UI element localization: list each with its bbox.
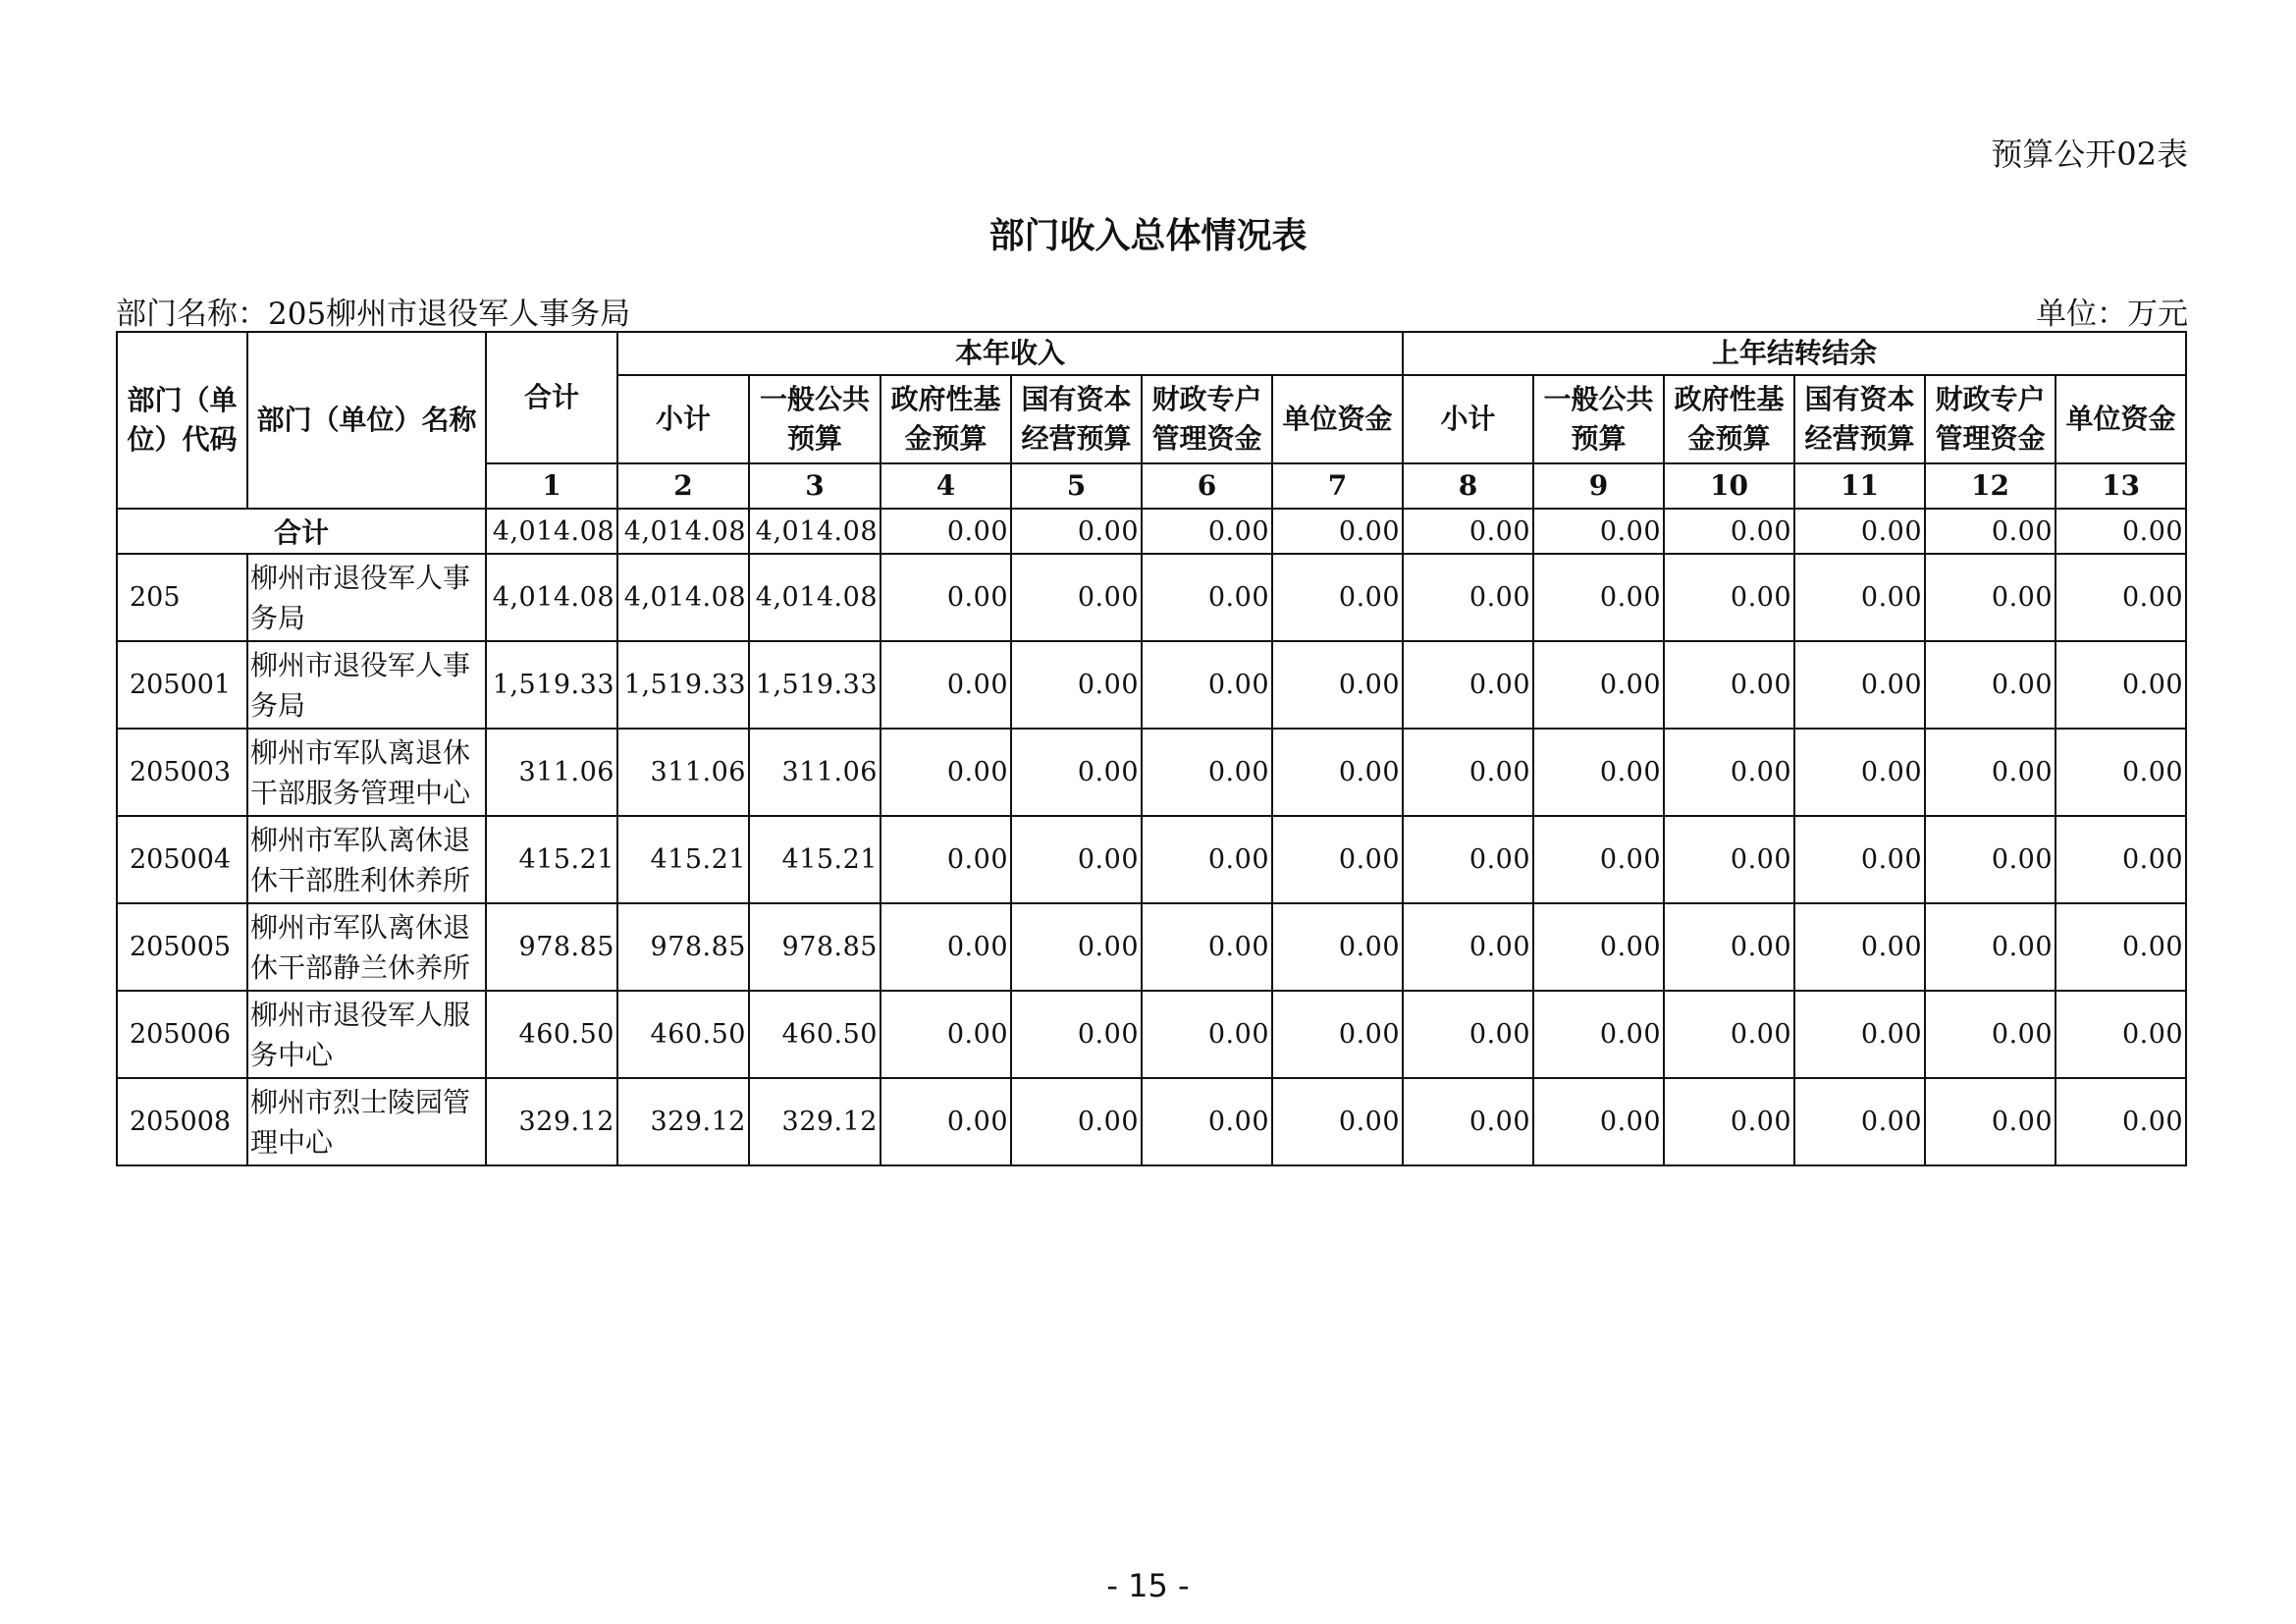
cell-value: 0.00 [1011, 641, 1142, 729]
unit-label: 单位：万元 [2036, 297, 2188, 332]
cell-value: 311.06 [749, 729, 881, 816]
cell-value: 0.00 [1664, 991, 1794, 1078]
cell-value: 0.00 [1925, 729, 2056, 816]
column-number: 9 [1533, 463, 1664, 509]
cell-name: 柳州市退役军人事务局 [247, 641, 486, 729]
cell-value: 0.00 [1533, 903, 1664, 991]
cell-value: 0.00 [881, 729, 1011, 816]
column-header: 国有资本经营预算 [1794, 375, 1925, 463]
header-name: 部门（单位）名称 [247, 332, 486, 509]
cell-value: 0.00 [2056, 816, 2186, 903]
cell-value: 1,519.33 [617, 641, 749, 729]
cell-value: 0.00 [2056, 729, 2186, 816]
cell-name: 柳州市烈士陵园管理中心 [247, 1078, 486, 1165]
cell-value: 0.00 [1533, 641, 1664, 729]
cell-value: 0.00 [881, 554, 1011, 641]
cell-value: 0.00 [1794, 903, 1925, 991]
cell-value: 0.00 [1664, 729, 1794, 816]
page-number: - 15 - [1106, 1567, 1190, 1604]
cell-value: 311.06 [617, 729, 749, 816]
cell-value: 0.00 [1142, 1078, 1272, 1165]
cell-value: 0.00 [1272, 991, 1403, 1078]
cell-value: 0.00 [1403, 1078, 1533, 1165]
cell-value: 0.00 [2056, 554, 2186, 641]
cell-value: 0.00 [1272, 903, 1403, 991]
cell-value: 4,014.08 [617, 509, 749, 554]
column-number: 10 [1664, 463, 1794, 509]
header-total: 合计 [486, 332, 617, 463]
cell-value: 460.50 [749, 991, 881, 1078]
cell-value: 0.00 [1533, 1078, 1664, 1165]
cell-value: 0.00 [1403, 509, 1533, 554]
cell-value: 0.00 [1925, 641, 2056, 729]
cell-value: 0.00 [1403, 991, 1533, 1078]
cell-value: 0.00 [1794, 729, 1925, 816]
cell-value: 0.00 [2056, 903, 2186, 991]
column-header: 单位资金 [2056, 375, 2186, 463]
cell-value: 0.00 [1272, 641, 1403, 729]
cell-value: 329.12 [617, 1078, 749, 1165]
cell-value: 0.00 [1794, 991, 1925, 1078]
cell-name: 柳州市退役军人服务中心 [247, 991, 486, 1078]
cell-name: 柳州市退役军人事务局 [247, 554, 486, 641]
cell-value: 0.00 [1011, 509, 1142, 554]
column-number: 11 [1794, 463, 1925, 509]
cell-value: 0.00 [881, 1078, 1011, 1165]
cell-value: 0.00 [1272, 729, 1403, 816]
cell-value: 0.00 [881, 509, 1011, 554]
column-number: 5 [1011, 463, 1142, 509]
page-title: 部门收入总体情况表 [988, 216, 1308, 256]
table-row [117, 816, 2186, 903]
cell-value: 0.00 [1403, 641, 1533, 729]
cell-value: 0.00 [1272, 1078, 1403, 1165]
cell-value: 0.00 [2056, 509, 2186, 554]
cell-value: 0.00 [1925, 509, 2056, 554]
cell-value: 460.50 [486, 991, 617, 1078]
cell-code: 205006 [117, 991, 247, 1078]
cell-value: 415.21 [486, 816, 617, 903]
cell-value: 0.00 [1533, 816, 1664, 903]
column-number: 2 [617, 463, 749, 509]
column-header: 一般公共预算 [1533, 375, 1664, 463]
cell-value: 0.00 [1925, 554, 2056, 641]
column-number: 12 [1925, 463, 2056, 509]
cell-value: 0.00 [1664, 509, 1794, 554]
cell-value: 0.00 [881, 991, 1011, 1078]
cell-value: 0.00 [1403, 903, 1533, 991]
cell-value: 0.00 [1142, 903, 1272, 991]
cell-code: 205 [117, 554, 247, 641]
cell-code: 205005 [117, 903, 247, 991]
column-header: 政府性基金预算 [881, 375, 1011, 463]
column-number: 3 [749, 463, 881, 509]
cell-value: 0.00 [1403, 729, 1533, 816]
header-current-year: 本年收入 [617, 332, 1403, 375]
cell-value: 0.00 [881, 816, 1011, 903]
cell-value: 0.00 [1925, 903, 2056, 991]
cell-value: 0.00 [1794, 509, 1925, 554]
cell-code: 205004 [117, 816, 247, 903]
cell-value: 0.00 [1403, 816, 1533, 903]
cell-value: 4,014.08 [749, 509, 881, 554]
column-header: 单位资金 [1272, 375, 1403, 463]
table-row [117, 903, 2186, 991]
cell-value: 4,014.08 [486, 554, 617, 641]
cell-value: 0.00 [1142, 509, 1272, 554]
column-header: 财政专户管理资金 [1142, 375, 1272, 463]
cell-value: 0.00 [1272, 509, 1403, 554]
table-row-total [117, 509, 2186, 554]
total-label: 合计 [117, 509, 486, 554]
cell-value: 978.85 [617, 903, 749, 991]
cell-value: 0.00 [1533, 554, 1664, 641]
cell-code: 205008 [117, 1078, 247, 1165]
cell-value: 0.00 [1011, 1078, 1142, 1165]
cell-value: 4,014.08 [617, 554, 749, 641]
cell-value: 4,014.08 [486, 509, 617, 554]
cell-value: 0.00 [1664, 554, 1794, 641]
cell-value: 0.00 [1533, 509, 1664, 554]
cell-value: 0.00 [1925, 816, 2056, 903]
cell-value: 0.00 [1403, 554, 1533, 641]
cell-value: 0.00 [1011, 991, 1142, 1078]
cell-value: 0.00 [1794, 816, 1925, 903]
cell-value: 0.00 [1272, 816, 1403, 903]
column-header: 政府性基金预算 [1664, 375, 1794, 463]
cell-value: 0.00 [881, 641, 1011, 729]
cell-value: 0.00 [2056, 641, 2186, 729]
cell-value: 0.00 [1533, 729, 1664, 816]
table-row [117, 991, 2186, 1078]
cell-value: 0.00 [1142, 729, 1272, 816]
cell-value: 0.00 [1011, 816, 1142, 903]
cell-code: 205003 [117, 729, 247, 816]
cell-value: 0.00 [2056, 1078, 2186, 1165]
cell-value: 4,014.08 [749, 554, 881, 641]
column-number: 6 [1142, 463, 1272, 509]
column-header: 国有资本经营预算 [1011, 375, 1142, 463]
cell-value: 0.00 [1925, 991, 2056, 1078]
cell-value: 0.00 [1011, 554, 1142, 641]
cell-value: 0.00 [2056, 991, 2186, 1078]
column-number: 1 [486, 463, 617, 509]
cell-value: 0.00 [1664, 903, 1794, 991]
header-prev-year: 上年结转结余 [1403, 332, 2186, 375]
cell-value: 0.00 [1011, 729, 1142, 816]
cell-value: 329.12 [486, 1078, 617, 1165]
cell-value: 0.00 [1664, 1078, 1794, 1165]
cell-value: 0.00 [1142, 554, 1272, 641]
cell-value: 0.00 [1794, 641, 1925, 729]
column-header: 财政专户管理资金 [1925, 375, 2056, 463]
cell-value: 0.00 [1533, 991, 1664, 1078]
cell-name: 柳州市军队离休退休干部胜利休养所 [247, 816, 486, 903]
column-number: 13 [2056, 463, 2186, 509]
cell-value: 0.00 [1011, 903, 1142, 991]
cell-code: 205001 [117, 641, 247, 729]
column-number: 7 [1272, 463, 1403, 509]
table-row [117, 1078, 2186, 1165]
cell-value: 0.00 [1794, 554, 1925, 641]
cell-value: 460.50 [617, 991, 749, 1078]
cell-value: 1,519.33 [749, 641, 881, 729]
column-header: 小计 [617, 375, 749, 463]
cell-value: 978.85 [749, 903, 881, 991]
column-number: 8 [1403, 463, 1533, 509]
cell-value: 978.85 [486, 903, 617, 991]
cell-value: 0.00 [1142, 991, 1272, 1078]
cell-value: 415.21 [617, 816, 749, 903]
table-row [117, 641, 2186, 729]
column-header: 小计 [1403, 375, 1533, 463]
cell-value: 311.06 [486, 729, 617, 816]
cell-value: 415.21 [749, 816, 881, 903]
cell-value: 0.00 [1664, 816, 1794, 903]
header-code: 部门（单位）代码 [117, 332, 247, 509]
cell-value: 0.00 [1142, 816, 1272, 903]
cell-value: 0.00 [881, 903, 1011, 991]
column-header: 一般公共预算 [749, 375, 881, 463]
cell-value: 0.00 [1142, 641, 1272, 729]
table-row [117, 729, 2186, 816]
column-number: 4 [881, 463, 1011, 509]
income-table [116, 331, 2187, 1166]
table-row [117, 554, 2186, 641]
cell-name: 柳州市军队离休退休干部静兰休养所 [247, 903, 486, 991]
cell-value: 0.00 [1664, 641, 1794, 729]
cell-value: 1,519.33 [486, 641, 617, 729]
cell-value: 0.00 [1794, 1078, 1925, 1165]
cell-name: 柳州市军队离退休干部服务管理中心 [247, 729, 486, 816]
form-number: 预算公开02表 [1991, 135, 2188, 173]
department-name: 部门名称：205柳州市退役军人事务局 [116, 297, 631, 332]
cell-value: 0.00 [1272, 554, 1403, 641]
cell-value: 0.00 [1925, 1078, 2056, 1165]
cell-value: 329.12 [749, 1078, 881, 1165]
